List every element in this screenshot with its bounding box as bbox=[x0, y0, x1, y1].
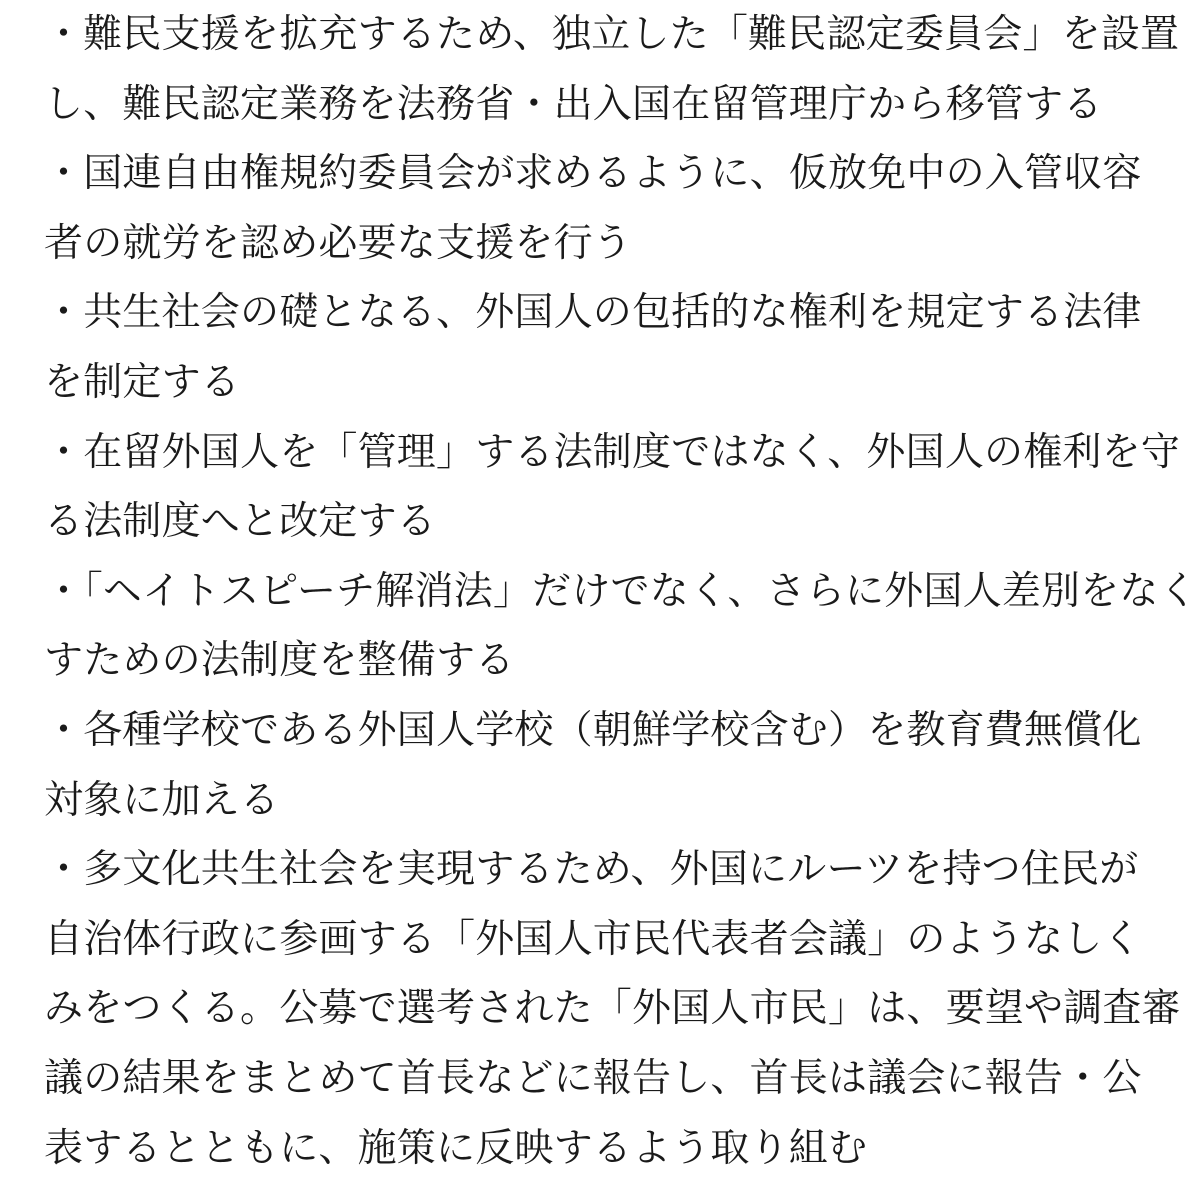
text-line: すための法制度を整備する bbox=[44, 626, 1164, 696]
text-line: 対象に加える bbox=[44, 766, 1164, 836]
text-line: 自治体行政に参画する「外国人市民代表者会議」のようなしく bbox=[44, 905, 1164, 975]
text-line: ・多文化共生社会を実現するため、外国にルーツを持つ住民が bbox=[44, 835, 1164, 905]
text-line: を制定する bbox=[44, 348, 1164, 418]
text-line: 表するとともに、施策に反映するよう取り組む bbox=[44, 1114, 1164, 1183]
text-line: 者の就労を認め必要な支援を行う bbox=[44, 209, 1164, 279]
text-line: ・共生社会の礎となる、外国人の包括的な権利を規定する法律 bbox=[44, 278, 1164, 348]
text-line: ・在留外国人を「管理」する法制度ではなく、外国人の権利を守 bbox=[44, 418, 1164, 488]
text-line: みをつくる。公募で選考された「外国人市民」は、要望や調査審 bbox=[44, 974, 1164, 1044]
text-line: し、難民認定業務を法務省・出入国在留管理庁から移管する bbox=[44, 70, 1164, 140]
text-line: ・各種学校である外国人学校（朝鮮学校含む）を教育費無償化 bbox=[44, 696, 1164, 766]
text-line: 議の結果をまとめて首長などに報告し、首長は議会に報告・公 bbox=[44, 1044, 1164, 1114]
text-line: ・国連自由権規約委員会が求めるように、仮放免中の入管収容 bbox=[44, 139, 1164, 209]
policy-text-block bbox=[44, 0, 1164, 1183]
text-line: ・難民支援を拡充するため、独立した「難民認定委員会」を設置 bbox=[44, 0, 1164, 70]
text-line: る法制度へと改定する bbox=[44, 487, 1164, 557]
text-line: ・「ヘイトスピーチ解消法」だけでなく、さらに外国人差別をなく bbox=[44, 557, 1164, 627]
